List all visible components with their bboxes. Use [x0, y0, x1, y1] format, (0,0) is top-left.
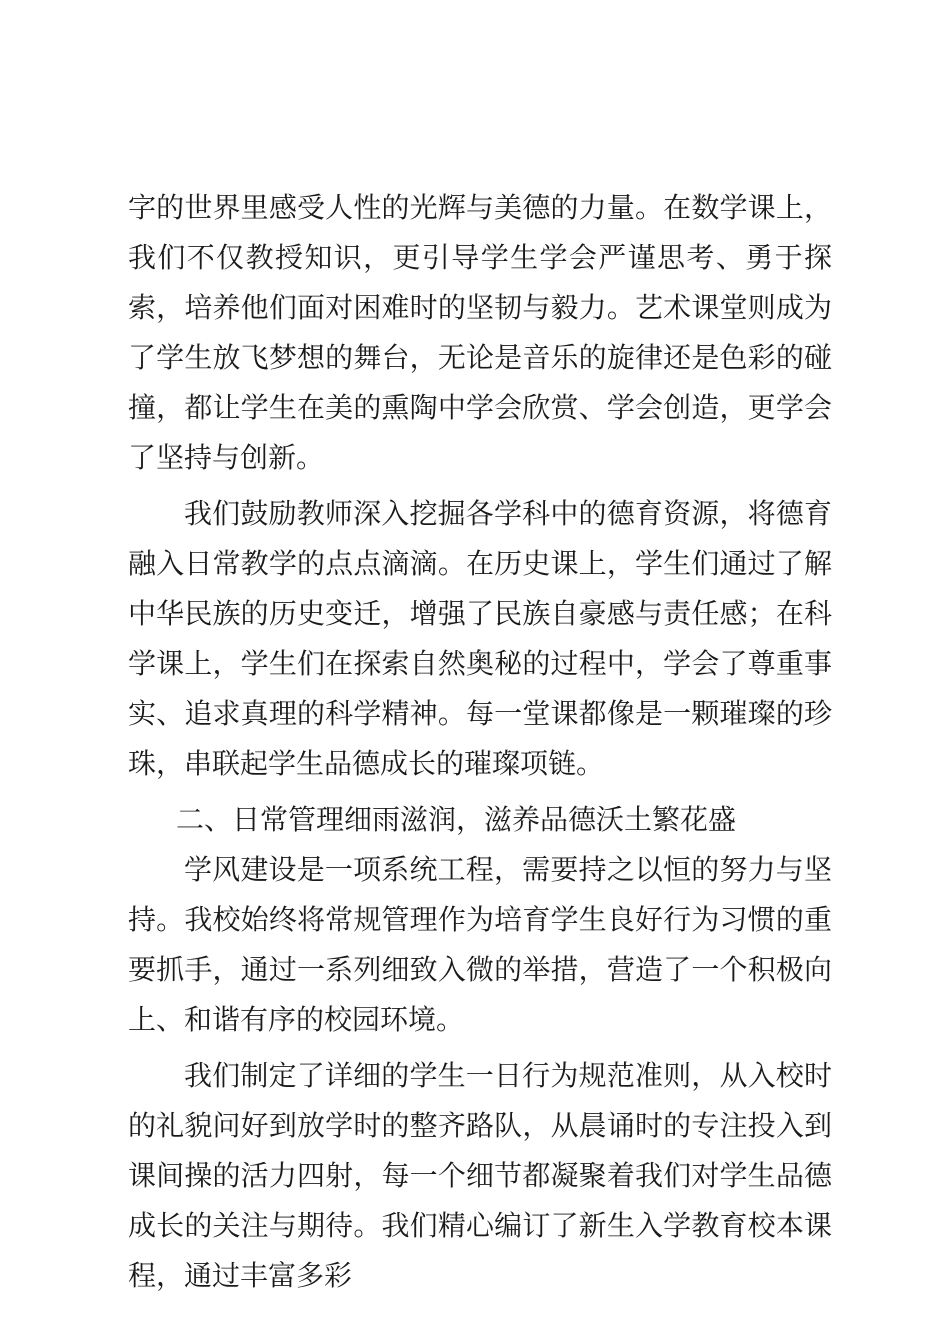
- section-heading: 二、日常管理细雨滋润，滋养品德沃土繁花盛: [176, 803, 737, 836]
- paragraph-continuation: 字的世界里感受人性的光辉与美德的力量。在数学课上，我们不仅教授知识，更引导学生学会严谨思考、勇于探索，培养他们面对困难时的坚韧与毅力。艺术课堂则成为了学生放飞梦想的舞台，无论是音乐的旋律还是色彩的碰撞，都让学生在美的熏陶中学会欣赏、学会创造，更学会了坚持与创新。: [128, 191, 832, 474]
- paragraph-moral-education-resources: 我们鼓励教师深入挖掘各学科中的德育资源，将德育融入日常教学的点点滴滴。在历史课上，学生们通过了解中华民族的历史变迁，增强了民族自豪感与责任感；在科学课上，学生们在探索自然奥秘的过程中，学会了尊重事实、追求真理的科学精神。每一堂课都像是一颗璀璨的珍珠，串联起学生品德成长的璀璨项链。: [128, 497, 832, 780]
- document-body: [128, 183, 832, 1301]
- paragraph-study-style: 学风建设是一项系统工程，需要持之以恒的努力与坚持。我校始终将常规管理作为培育学生良好行为习惯的重要抓手，通过一系列细致入微的举措，营造了一个积极向上、和谐有序的校园环境。: [128, 853, 832, 1036]
- paragraph-behavior-norms: 我们制定了详细的学生一日行为规范准则，从入校时的礼貌问好到放学时的整齐路队，从晨诵时的专注投入到课间操的活力四射，每一个细节都凝聚着我们对学生品德成长的关注与期待。我们精心编订了新生入学教育校本课程，通过丰富多彩: [128, 1059, 832, 1292]
